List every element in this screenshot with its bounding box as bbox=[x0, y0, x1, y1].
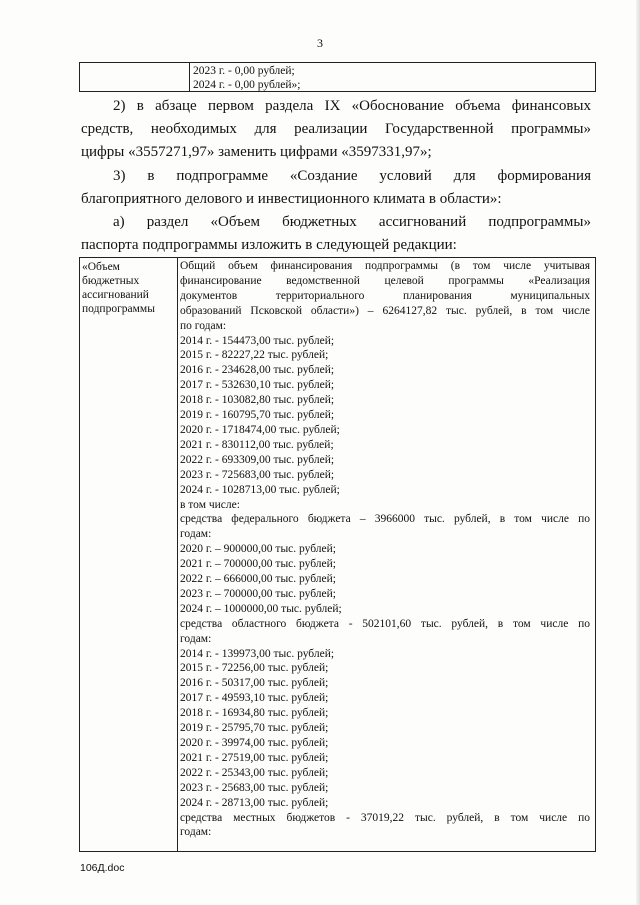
table-content-line: Общий объем финансирования подпрограммы (в том числе учитывая bbox=[180, 260, 590, 272]
continued-table-line: 2024 г. - 0,00 рублей»; bbox=[193, 79, 301, 91]
paragraph-amendment-3a bbox=[81, 211, 591, 257]
table-content-line: документов территориального планирования муниципальных bbox=[180, 289, 590, 302]
table-content-line: средства местных бюджетов - 37019,22 тыс. рублей, в том числе по bbox=[180, 811, 590, 824]
table-content-line: средства областного бюджета - 502101,60 тыс. рублей, в том числе по bbox=[180, 617, 590, 630]
table-content-line: 2022 г. - 25343,00 тыс. рублей; bbox=[180, 766, 329, 779]
continued-table-left-cell bbox=[80, 63, 190, 91]
table-content-line: 2016 г. - 234628,00 тыс. рублей; bbox=[180, 364, 335, 377]
table-content-line: 2020 г. - 1718474,00 тыс. рублей; bbox=[180, 423, 340, 436]
table-content-line: по годам: bbox=[180, 319, 227, 332]
table-content-line: 2014 г. - 154473,00 тыс. рублей; bbox=[180, 334, 335, 347]
paragraph-line: паспорта подпрограммы изложить в следующей редакции: bbox=[81, 237, 457, 253]
table-content-line: 2021 г. – 700000,00 тыс. рублей; bbox=[180, 558, 336, 571]
paragraph-line: 3) в подпрограмме «Создание условий для формирования bbox=[113, 168, 591, 184]
table-content-line: 2019 г. - 160795,70 тыс. рублей; bbox=[180, 409, 335, 422]
paragraph-line: благоприятного делового и инвестиционного климата в области»: bbox=[81, 191, 502, 207]
scan-edge bbox=[636, 0, 640, 905]
paragraph-line: средств, необходимых для реализации Государственной программы» bbox=[81, 121, 591, 137]
table-content-line: 2020 г. – 900000,00 тыс. рублей; bbox=[180, 543, 336, 556]
paragraph-line: цифры «3557271,97» заменить цифрами «3597331,97»; bbox=[81, 144, 432, 160]
table-content-line: 2016 г. - 50317,00 тыс. рублей; bbox=[180, 677, 329, 690]
table-content-line: 2023 г. - 25683,00 тыс. рублей; bbox=[180, 781, 329, 794]
table-content-line: годам: bbox=[180, 632, 212, 645]
table-content-line: 2022 г. – 666000,00 тыс. рублей; bbox=[180, 573, 336, 586]
table-content-line: 2023 г. - 725683,00 тыс. рублей; bbox=[180, 468, 335, 481]
table-content-line: 2024 г. – 1000000,00 тыс. рублей; bbox=[180, 602, 342, 615]
table-content-line: 2021 г. - 830112,00 тыс. рублей; bbox=[180, 438, 334, 451]
continued-table-line: 2023 г. - 0,00 рублей; bbox=[193, 65, 295, 77]
table-content-line: 2014 г. - 139973,00 тыс. рублей; bbox=[180, 647, 335, 660]
table-content-line: 2020 г. - 39974,00 тыс. рублей; bbox=[180, 737, 329, 749]
table-content-line: финансирование ведомственной целевой программы «Реализация bbox=[180, 274, 590, 287]
table-content-line: в том числе: bbox=[180, 498, 240, 511]
table-content-line: 2022 г. - 693309,00 тыс. рублей; bbox=[180, 453, 335, 466]
paragraph-line: 2) в абзаце первом раздела IX «Обоснование объема финансовых bbox=[113, 98, 591, 114]
table-content-cell bbox=[180, 259, 590, 840]
table-content-line: 2017 г. - 532630,10 тыс. рублей; bbox=[180, 379, 335, 392]
table-heading-line: бюджетных bbox=[82, 275, 140, 287]
table-content-line: годам: bbox=[180, 826, 212, 839]
table-heading-line: подпрограммы bbox=[82, 303, 155, 315]
continued-table-right-cell bbox=[193, 64, 300, 92]
table-content-line: 2023 г. – 700000,00 тыс. рублей; bbox=[180, 587, 336, 600]
table-content-line: 2018 г. - 103082,80 тыс. рублей; bbox=[180, 394, 335, 407]
table-content-line: годам: bbox=[180, 528, 212, 541]
budget-allocation-table bbox=[79, 257, 596, 852]
table-content-line: 2021 г. - 27519,00 тыс. рублей; bbox=[180, 751, 329, 764]
table-content-line: средства федерального бюджета – 3966000 тыс. рублей, в том числе по bbox=[180, 513, 590, 526]
paragraph-line: а) раздел «Объем бюджетных ассигнований подпрограммы» bbox=[113, 214, 591, 230]
table-content-line: 2024 г. - 28713,00 тыс. рублей; bbox=[180, 796, 329, 809]
table-content-line: 2019 г. - 25795,70 тыс. рублей; bbox=[180, 722, 329, 735]
table-content-line: образований Псковской области») – 6264127,82 тыс. рублей, в том числе bbox=[180, 304, 590, 317]
table-content-line: 2015 г. - 72256,00 тыс. рублей; bbox=[180, 662, 329, 675]
table-content-line: 2024 г. - 1028713,00 тыс. рублей; bbox=[180, 483, 340, 496]
table-content-line: 2015 г. - 82227,22 тыс. рублей; bbox=[180, 349, 329, 362]
table-heading-line: «Объем bbox=[82, 261, 120, 273]
continued-table bbox=[79, 62, 596, 92]
table-heading-line: ассигнований bbox=[82, 289, 149, 301]
table-content-line: 2017 г. - 49593,10 тыс. рублей; bbox=[180, 692, 329, 705]
table-heading-cell bbox=[80, 258, 178, 851]
page-number: 3 bbox=[317, 36, 323, 50]
paragraph-amendment-3 bbox=[81, 165, 591, 211]
table-content-line: 2018 г. - 16934,80 тыс. рублей; bbox=[180, 707, 329, 720]
file-name-footer: 106Д.doc bbox=[80, 862, 125, 874]
paragraph-amendment-2 bbox=[81, 95, 591, 164]
